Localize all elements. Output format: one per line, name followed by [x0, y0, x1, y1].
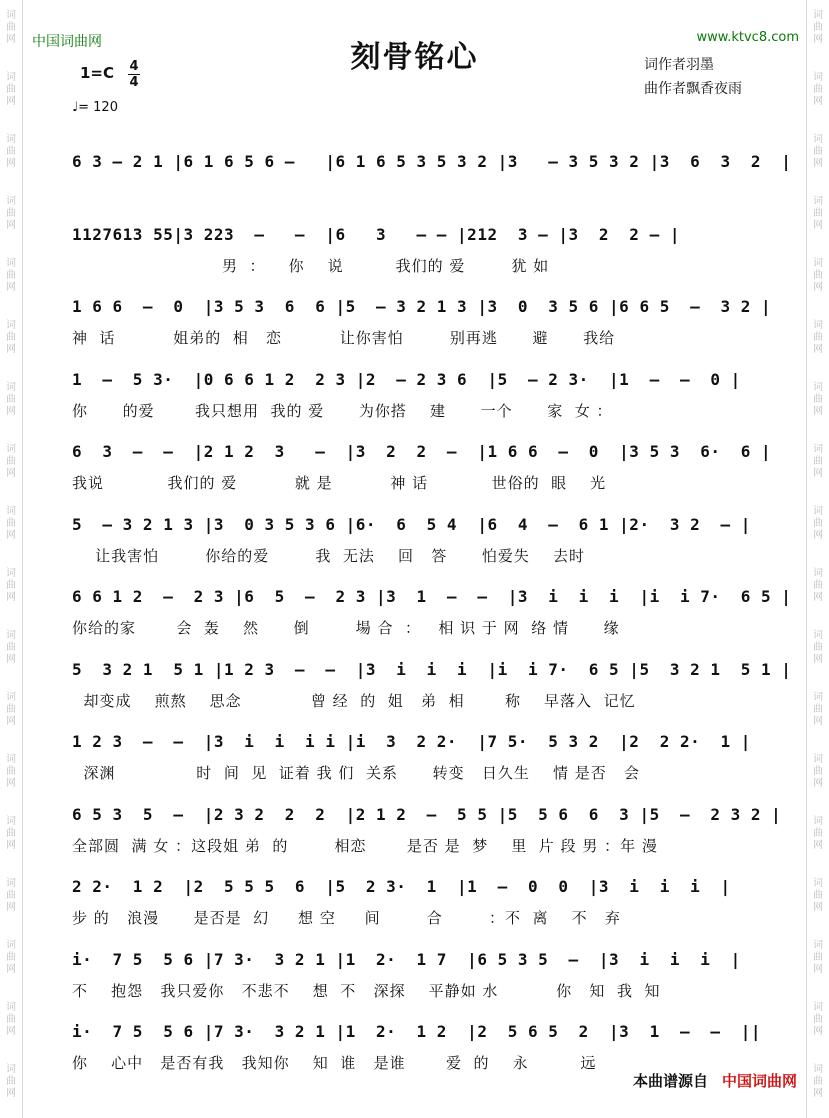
side-watermark: 词 曲 网: [813, 692, 823, 727]
lyric-line: 全部圆 满 女 ：这段姐 弟 的 相恋 是否 是 梦 里 片 段 男 ：年 漫: [72, 836, 658, 855]
score-system: [62, 650, 792, 722]
lyric-line: 你给的家 会 轰 然 倒 場 合 ： 相 识 于 网 络 情 缘: [72, 619, 620, 637]
notation-line: 5 – 3 2 1 3 |3 0 3 5 3 6 |6· 6 5 4 |6 4 – 6 1 |2· 3 2 – |: [72, 514, 751, 534]
composer-credit: 曲作者飘香夜雨: [644, 81, 742, 97]
side-watermark: 词 曲 网: [813, 444, 823, 479]
score-system: [62, 360, 762, 432]
side-watermark: 词 曲 网: [6, 506, 16, 541]
side-watermark: 词 曲 网: [813, 320, 823, 355]
side-watermark: 词 曲 网: [6, 940, 16, 975]
side-watermark: 词 曲 网: [813, 258, 823, 293]
score-system: [62, 867, 762, 939]
score-system: [62, 287, 772, 359]
lyric-line: 不 抱怨 我只爱你 不悲不 想 不 深探 平静如 水 你 知 我 知: [72, 981, 661, 1000]
score-system: [62, 215, 762, 287]
side-watermark: 词 曲 网: [813, 1002, 823, 1037]
side-watermark: 词 曲 网: [6, 1002, 16, 1037]
side-watermark: 词 曲 网: [6, 72, 16, 107]
score-system: [62, 940, 762, 1012]
site-url[interactable]: www.ktvc8.com: [696, 30, 799, 45]
side-watermark: 词 曲 网: [6, 134, 16, 169]
side-watermark: 词 曲 网: [813, 754, 823, 789]
notation-line: 2 2· 1 2 |2 5 5 5 6 |5 2 3· 1 |1 – 0 0 |3 i i i |: [72, 877, 731, 896]
notation-line: 6 3 – 2 1 |6 1 6 5 6 – |6 1 6 5 3 5 3 2 |3 – 3 5 3 2 |3 6 3 2 |: [72, 152, 792, 171]
notation-line: 1 – 5 3· |0 6 6 1 2 2 3 |2 – 2 3 6 |5 – 2 3· |1 – – 0 |: [72, 369, 741, 389]
side-watermark: 词 曲 网: [813, 382, 823, 417]
score-system: [62, 577, 792, 649]
side-watermark: 词 曲 网: [813, 10, 823, 45]
lyricist-credit: 词作者羽墨: [644, 57, 714, 73]
side-watermark: 词 曲 网: [6, 320, 16, 355]
side-watermark: 词 曲 网: [813, 630, 823, 665]
notation-line: 6 6 1 2 – 2 3 |6 5 – 2 3 |3 1 – – |3 i i i |i i 7· 6 5 |: [72, 587, 792, 606]
notation-line: 6 5 3 5 – |2 3 2 2 2 |2 1 2 – 5 5 |5 5 6 6 3 |5 – 2 3 2 |: [72, 804, 782, 824]
side-watermark: 词 曲 网: [6, 196, 16, 231]
footer-source-label: 本曲谱源自: [632, 1072, 708, 1090]
side-watermark: 词 曲 网: [813, 134, 823, 169]
notation-line: 1 2 3 – – |3 i i i i |i 3 2 2· |7 5· 5 3 2 |2 2 2· 1 |: [72, 732, 751, 751]
song-title: 刻骨铭心: [350, 40, 479, 75]
side-watermark: 词 曲 网: [813, 72, 823, 107]
side-watermark: 词 曲 网: [813, 1064, 823, 1099]
side-watermark: 词 曲 网: [6, 754, 16, 789]
side-watermark: 词 曲 网: [813, 196, 823, 231]
side-watermark: 词 曲 网: [6, 878, 16, 913]
lyric-line: 却变成 煎熬 思念 曾 经 的 姐 弟 相 称 早落入 记忆: [72, 691, 636, 710]
footer-source-brand[interactable]: 中国词曲网: [721, 1072, 797, 1090]
side-watermark: 词 曲 网: [6, 568, 16, 603]
side-watermark: 词 曲 网: [6, 382, 16, 417]
score-system: [62, 142, 792, 214]
score-system: [62, 722, 762, 794]
notation-line: i· 7 5 5 6 |7 3· 3 2 1 |1 2· 1 2 |2 5 6 5 2 |3 1 – – ||: [72, 1022, 762, 1041]
side-watermark: 词 曲 网: [6, 258, 16, 293]
lyric-line: 步 的 浪漫 是否是 幻 想 空 间 合 ：不 离 不 弃: [72, 909, 621, 927]
meter-top: 4: [129, 59, 139, 74]
lyric-line: 你 心中 是否有我 我知你 知 谁 是谁 爱 的 永 远: [72, 1054, 597, 1072]
footer-source: [633, 1070, 797, 1091]
lyric-line: 你 的爱 我只想用 我的 爱 为你搭 建 一个 家 女 ：: [72, 401, 613, 420]
lyric-line: 神 话 姐弟的 相 恋 让你害怕 别再逃 避 我给: [72, 329, 616, 347]
lyric-line: 让我害怕 你给的爱 我 无法 回 答 怕爱失 去时: [72, 546, 585, 565]
side-watermark: 词 曲 网: [6, 444, 16, 479]
key-signature: 1=C: [80, 64, 115, 82]
side-watermark: 词 曲 网: [813, 816, 823, 851]
meter-bottom: 4: [129, 75, 139, 90]
lyric-line: 男 ： 你 说 我们的 爱 犹 如: [72, 256, 550, 275]
side-watermark: 词 曲 网: [813, 568, 823, 603]
site-name: 中国词曲网: [32, 34, 102, 50]
time-signature: [128, 60, 140, 89]
side-watermark: 词 曲 网: [6, 1064, 16, 1099]
tempo-marking: ♩= 120: [72, 100, 118, 115]
notation-line: 5 3 2 1 5 1 |1 2 3 – – |3 i i i |i i 7· 6 5 |5 3 2 1 5 1 |: [72, 659, 792, 679]
side-watermark: 词 曲 网: [6, 816, 16, 851]
notation-line: 6 3 – – |2 1 2 3 – |3 2 2 – |1 6 6 – 0 |3 5 3 6· 6 |: [72, 442, 772, 461]
side-watermark: 词 曲 网: [6, 630, 16, 665]
score-system: [62, 795, 782, 867]
side-watermark: 词 曲 网: [6, 692, 16, 727]
notation-line: 1127613 55|3 223 – – |6 3 – – |212 3 – |3 2 2 – |: [72, 224, 680, 244]
side-watermark: 词 曲 网: [813, 506, 823, 541]
side-watermark: 词 曲 网: [813, 940, 823, 975]
notation-line: i· 7 5 5 6 |7 3· 3 2 1 |1 2· 1 7 |6 5 3 5 – |3 i i i |: [72, 949, 741, 969]
notation-line: 1 6 6 – 0 |3 5 3 6 6 |5 – 3 2 1 3 |3 0 3 5 6 |6 6 5 – 3 2 |: [72, 297, 772, 316]
lyric-line: 深渊 时 间 见 证着 我 们 关系 转变 日久生 情 是否 会: [72, 764, 641, 782]
score-system: [62, 505, 762, 577]
side-watermark: 词 曲 网: [6, 10, 16, 45]
lyric-line: 我说 我们的 爱 就 是 神 话 世俗的 眼 光: [72, 474, 607, 492]
side-watermark: 词 曲 网: [813, 878, 823, 913]
score-system: [62, 432, 772, 504]
